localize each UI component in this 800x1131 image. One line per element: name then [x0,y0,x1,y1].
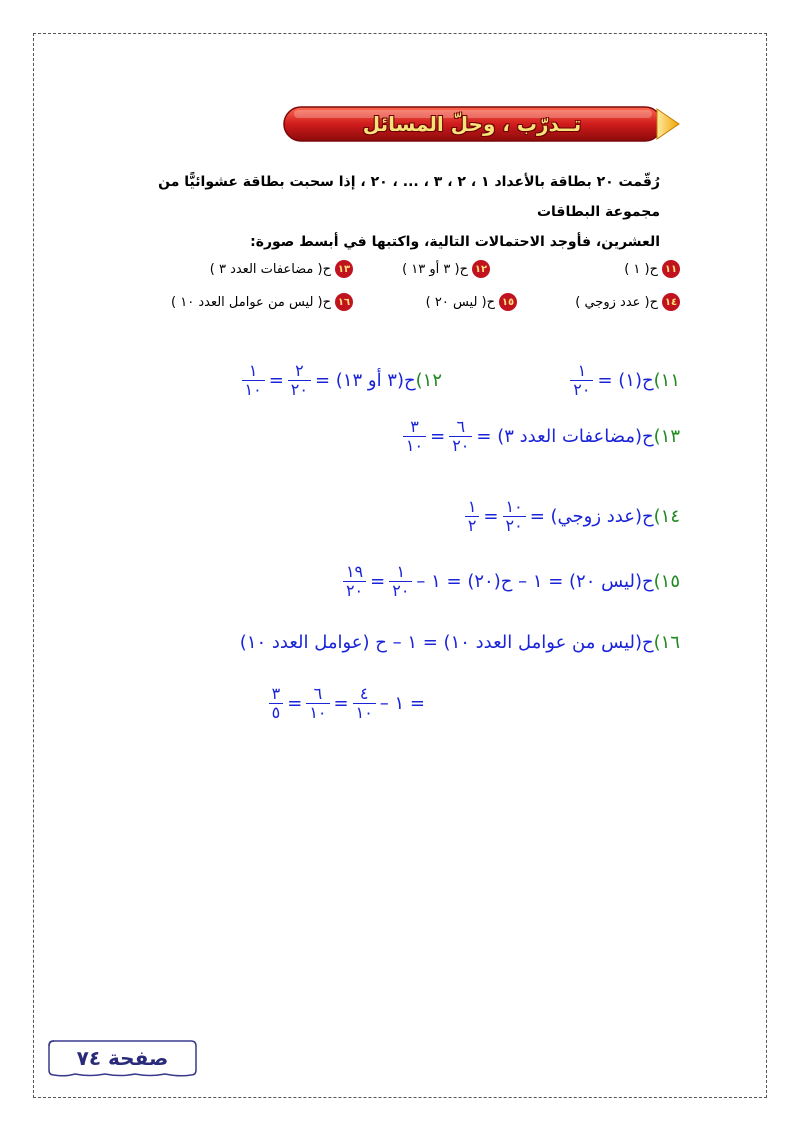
fraction-numerator: ٦ [313,684,323,703]
fraction-numerator: ١ [248,361,258,380]
fraction-denominator: ٢٠ [288,380,311,399]
fraction-denominator: ٢ [465,516,480,535]
question-13 [210,258,353,280]
answer-expression: ح(ليس ٢٠) = ١ – ح(٢٠) = ١ – [416,571,654,592]
fraction-denominator: ٥ [269,703,284,722]
fraction [353,685,376,722]
answer-label: ١١) [653,370,680,391]
question-text: ح( عدد زوجي ) [575,294,658,310]
question-11 [624,258,680,280]
question-text: ح( ١ ) [624,261,658,277]
question-16 [171,291,353,313]
answer-expression: ح(٣ أو ١٣) = [314,370,416,391]
page-number: صفحة ٧٤ [76,1046,169,1070]
answer-label: ١٢) [415,370,442,391]
fraction [503,498,526,535]
question-text: ح( ٣ أو ١٣ ) [402,261,468,277]
fraction-denominator: ٢٠ [389,581,412,600]
fraction [570,362,593,399]
fraction-denominator: ١٠ [306,703,329,722]
question-number-badge: ١٤ [662,293,680,311]
fraction [306,685,329,722]
equals-sign: = [430,426,446,447]
question-number-badge: ١٣ [335,260,353,278]
question-14 [575,291,680,313]
answer-15 [339,563,680,600]
fraction [403,418,426,455]
fraction-denominator: ٢٠ [570,380,593,399]
answer-expression: = ١ – [379,693,425,714]
fraction-numerator: ٣ [271,684,281,703]
problem-line-2: العشرين، فأوجد الاحتمالات التالية، واكتبها في أبسط صورة: [250,234,660,250]
answer-expression: ح(١) = [597,370,654,391]
fraction [465,498,480,535]
answer-label: ١٥) [653,571,680,592]
question-number-badge: ١٦ [335,293,353,311]
fraction [343,563,366,600]
answer-label: ١٦) [653,632,680,653]
question-number-badge: ١١ [662,260,680,278]
fraction [389,563,412,600]
question-12 [402,258,490,280]
fraction-numerator: ٢ [295,361,304,380]
fraction-denominator: ٢٠ [503,516,526,535]
problem-line-1: رُقّمت ٢٠ بطاقة بالأعداد ١ ، ٢ ، ٣ ، ... ، ٢٠ ، إذا سحبت بطاقة عشوائيًّا من مجموعة البطاقات [158,174,660,220]
equals-sign: = [370,571,386,592]
question-number-badge: ١٢ [472,260,490,278]
equals-sign: = [483,506,499,527]
fraction-denominator: ١٠ [403,436,426,455]
answer-16 [240,632,680,653]
problem-statement [120,167,660,257]
fraction-numerator: ١٩ [345,562,364,581]
question-text: ح( مضاعفات العدد ٣ ) [209,261,331,277]
question-number-badge: ١٥ [499,293,517,311]
fraction-numerator: ١ [467,497,477,516]
fraction-denominator: ١٠ [242,380,265,399]
answer-13 [399,418,680,455]
fraction-denominator: ٢٠ [449,436,472,455]
fraction [269,685,284,722]
banner-title: تــدرّب ، وحلّ المسائل [362,112,582,136]
equals-sign: = [333,693,349,714]
fraction-numerator: ٤ [359,684,369,703]
answer-14 [461,498,680,535]
answer-12 [238,362,442,399]
equals-sign: = [287,693,303,714]
fraction-numerator: ٣ [410,417,419,436]
page-number-box [45,1037,200,1079]
question-text: ح( ليس من عوامل العدد ١٠ ) [171,294,331,310]
question-15 [426,291,517,313]
fraction [449,418,472,455]
fraction-numerator: ١ [396,562,406,581]
fraction-numerator: ١٠ [505,497,523,516]
answer-label: ١٣) [653,426,680,447]
answer-label: ١٤) [653,506,680,527]
fraction-numerator: ٦ [456,417,466,436]
fraction-denominator: ١٠ [353,703,376,722]
answer-expression: ح(ليس من عوامل العدد ١٠) = ١ – ح (عوامل العدد ١٠) [239,632,654,653]
answer-expression: ح(مضاعفات العدد ٣) = [476,426,654,447]
answer-expression: ح(عدد زوجي) = [529,506,654,527]
question-text: ح( ليس ٢٠ ) [425,294,495,310]
fraction [242,362,265,399]
fraction [288,362,311,399]
equals-sign: = [268,370,284,391]
fraction-numerator: ١ [577,361,587,380]
answer-11 [566,362,680,399]
fraction-denominator: ٢٠ [343,581,366,600]
section-banner [282,103,680,145]
answer-16-continuation [265,685,425,722]
